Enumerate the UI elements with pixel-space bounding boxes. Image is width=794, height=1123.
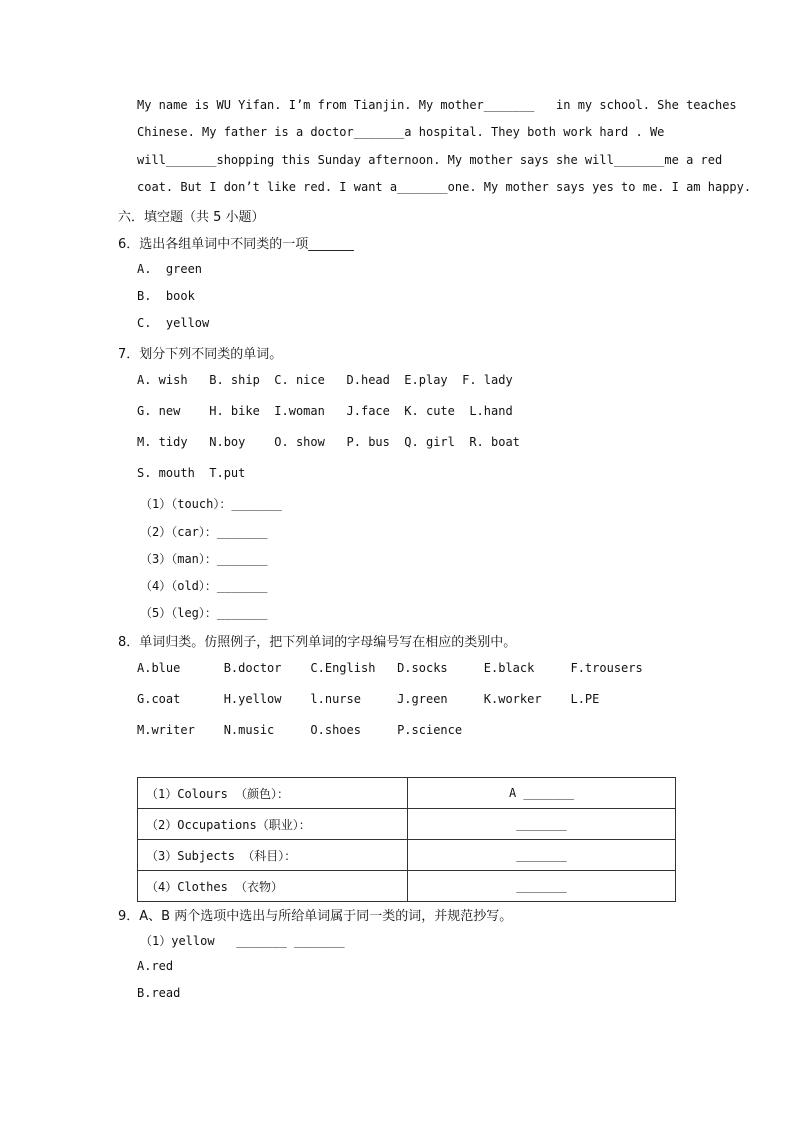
table-row [138,778,676,809]
q6-option-b: B. book [137,289,195,303]
category-answer: _______ [408,871,676,902]
passage-line-3: will_______shopping this Sunday afternoon. My mother says she will_______me a red [137,153,723,167]
passage-line-1: My name is WU Yifan. I’m from Tianjin. My mother_______ in my school. She teaches [137,98,737,112]
passage-line-2: Chinese. My father is a doctor_______a hospital. They both work hard . We [137,125,665,139]
q7-answer-1: （1）（touch）：_______ [140,497,282,511]
table-row [138,840,676,871]
section-heading: 六．填空题（共 5 小题） [118,210,265,225]
q7-word-row-4: S. mouth T.put [137,466,246,480]
category-answer: _______ [408,809,676,840]
category-table [137,777,676,902]
q7-answer-3: （3）（man）：_______ [140,552,268,566]
category-label: （1）Colours （颜色）： [138,778,408,809]
q7-answer-5: （5）（leg）：_______ [140,606,268,620]
question-7-stem: 7．划分下列不同类的单词。 [118,347,283,362]
q8-word-row-1: A.blue B.doctor C.English D.socks E.black F.trousers [137,661,643,675]
q7-answer-4: （4）（old）：_______ [140,579,268,593]
q8-word-row-3: M.writer N.music O.shoes P.science [137,723,463,737]
table-row [138,809,676,840]
question-8-stem: 8．单词归类。仿照例子，把下列单词的字母编号写在相应的类别中。 [118,635,517,650]
passage-line-4: coat. But I don’t like red. I want a_______one. My mother says yes to me. I am happy. [137,180,752,194]
category-label: （2）Occupations（职业）： [138,809,408,840]
table-row [138,871,676,902]
q7-answer-2: （2）（car）：_______ [140,525,268,539]
category-answer: A _______ [408,778,676,809]
question-9-stem: 9．A、B 两个选项中选出与所给单词属于同一类的词，并规范抄写。 [118,909,513,924]
q8-word-row-2: G.coat H.yellow l.nurse J.green K.worker L.PE [137,692,600,706]
q9-option-a: A.red [137,959,174,973]
q9-item-1: （1）yellow _______ _______ [140,934,345,948]
question-6-stem: 6．选出各组单词中不同类的一项_______ [118,237,354,252]
q6-option-c: C. yellow [137,316,210,330]
q9-option-b: B.read [137,986,181,1000]
category-label: （3）Subjects （科目）： [138,840,408,871]
q7-word-row-2: G. new H. bike I.woman J.face K. cute L.hand [137,404,513,418]
category-label: （4）Clothes （衣物） [138,871,408,902]
q7-word-row-1: A. wish B. ship C. nice D.head E.play F. lady [137,373,513,387]
category-answer: _______ [408,840,676,871]
q6-option-a: A. green [137,262,203,276]
q7-word-row-3: M. tidy N.boy O. show P. bus Q. girl R. boat [137,435,520,449]
